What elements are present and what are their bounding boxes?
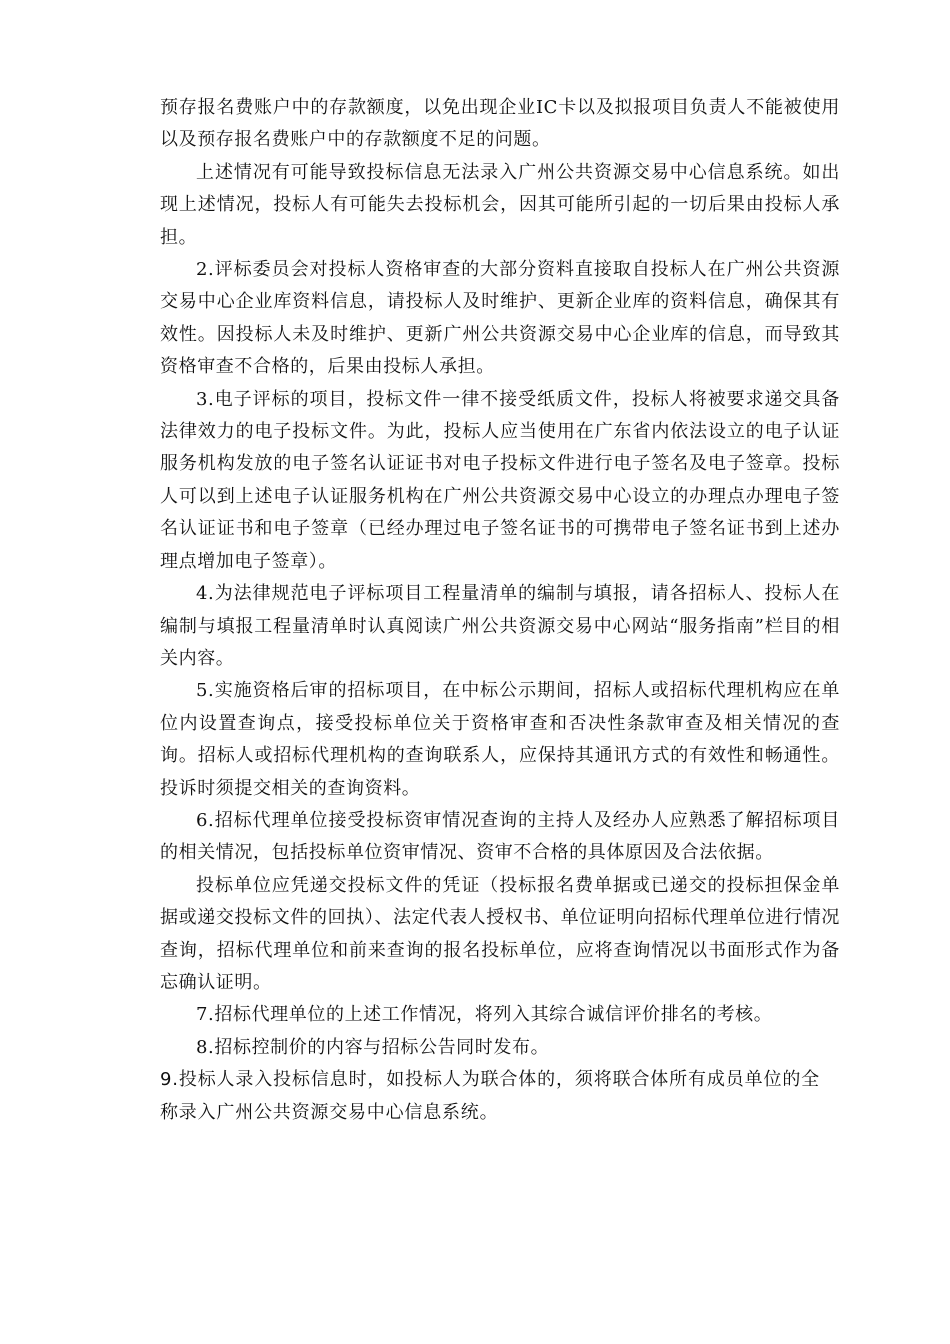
paragraph-continued: 预存报名费账户中的存款额度，以免出现企业IC卡以及拟报项目负责人不能被使用以及预存报名费账户中的存款额度不足的问题。 bbox=[160, 97, 840, 151]
paragraph-item-9: 9.投标人录入投标信息时，如投标人为联合体的，须将联合体所有成员单位的全称录入广州公共资源交易中心信息系统。 bbox=[160, 1069, 820, 1123]
paragraph-item-3: 3.电子评标的项目，投标文件一律不接受纸质文件，投标人将被要求递交具备法律效力的电子投标文件。为此，投标人应当使用在广东省内依法设立的电子认证服务机构发放的电子签名认证证书对电子投标文件进行电子签名及电子签章。投标人可以到上述电子认证服务机构在广州公共资源交易中心设立的办理点办理电子签名认证证书和电子签章（已经办理过电子签名证书的可携带电子签名证书到上述办理点增加电子签章）。 bbox=[160, 388, 840, 572]
document-body bbox=[160, 92, 840, 1129]
paragraph-item-5: 5.实施资格后审的招标项目，在中标公示期间，招标人或招标代理机构应在单位内设置查询点，接受投标单位关于资格审查和否决性条款审查及相关情况的查询。招标人或招标代理机构的查询联系人，应保持其通讯方式的有效性和畅通性。投诉时须提交相关的查询资料。 bbox=[160, 680, 840, 799]
paragraph-item-2: 2.评标委员会对投标人资格审查的大部分资料直接取自投标人在广州公共资源交易中心企业库资料信息，请投标人及时维护、更新企业库的资料信息，确保其有效性。因投标人未及时维护、更新广州公共资源交易中心企业库的信息，而导致其资格审查不合格的，后果由投标人承担。 bbox=[160, 259, 840, 378]
paragraph-item-6: 6.招标代理单位接受投标资审情况查询的主持人及经办人应熟悉了解招标项目的相关情况，包括投标单位资审情况、资审不合格的具体原因及合法依据。 bbox=[160, 809, 840, 864]
paragraph-item-8: 8.招标控制价的内容与招标公告同时发布。 bbox=[196, 1036, 550, 1058]
paragraph-item-7: 7.招标代理单位的上述工作情况，将列入其综合诚信评价排名的考核。 bbox=[196, 1004, 773, 1026]
paragraph-consequence: 上述情况有可能导致投标信息无法录入广州公共资源交易中心信息系统。如出现上述情况，投标人有可能失去投标机会，因其可能所引起的一切后果由投标人承担。 bbox=[160, 161, 840, 248]
paragraph-inquiry: 投标单位应凭递交投标文件的凭证（投标报名费单据或已递交的投标担保金单据或递交投标文件的回执）、法定代表人授权书、单位证明向招标代理单位进行情况查询，招标代理单位和前来查询的报名投标单位，应将查询情况以书面形式作为备忘确认证明。 bbox=[160, 874, 840, 993]
paragraph-item-4: 4.为法律规范电子评标项目工程量清单的编制与填报，请各招标人、投标人在编制与填报工程量清单时认真阅读广州公共资源交易中心网站“服务指南”栏目的相关内容。 bbox=[160, 583, 840, 669]
